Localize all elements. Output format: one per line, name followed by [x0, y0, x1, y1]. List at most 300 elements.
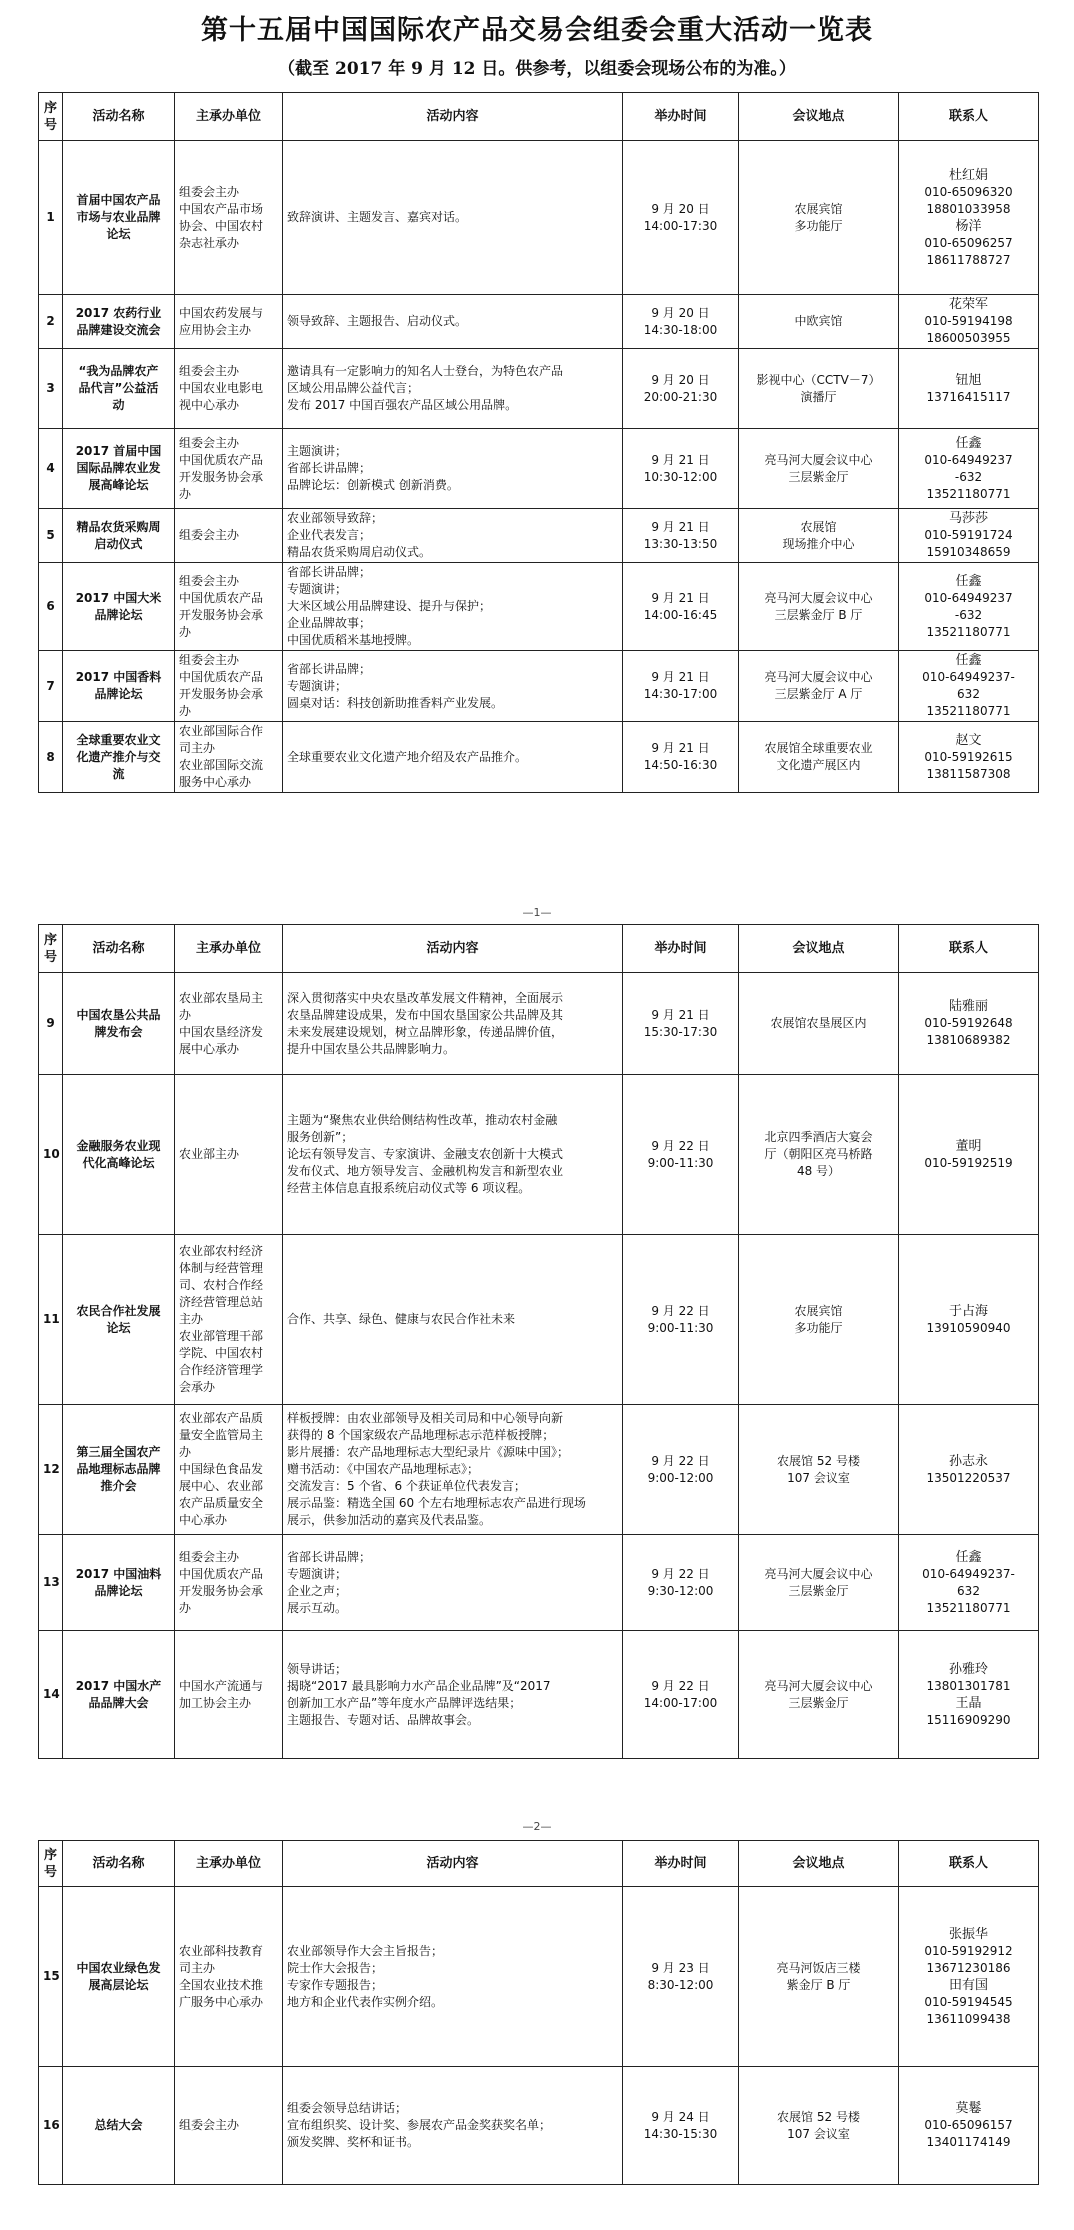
activity-content — [283, 509, 623, 563]
document-title: 第十五届中国国际农产品交易会组委会重大活动一览表 — [201, 15, 873, 46]
text-line: 中国农垦经济发 — [179, 1024, 264, 1039]
text-line: 农业部主办 — [179, 1147, 240, 1161]
text-line: 论坛 — [106, 227, 131, 241]
text-line: 9 月 22 日 — [651, 1303, 710, 1318]
organizer — [175, 1887, 283, 2067]
text-line: 专家作专题报告； — [287, 1977, 384, 1992]
text-line: 9 月 20 日 — [651, 372, 710, 387]
text-line: 2017 中国香料 — [75, 670, 162, 684]
activity-name — [63, 1405, 175, 1535]
row-number: 2 — [39, 295, 63, 349]
text-line: 省部长讲品牌； — [287, 661, 372, 676]
text-line: 组委会主办 — [179, 2118, 240, 2132]
text-line: 品牌论坛 — [94, 687, 143, 701]
column-header-event-time: 举办时间 — [623, 1841, 739, 1887]
text-line: 9 月 21 日 — [651, 670, 710, 684]
text-line: 开发服务协会承 — [179, 469, 264, 484]
text-line: 15910348659 — [926, 545, 1011, 559]
text-line: 服务创新”； — [287, 1130, 354, 1144]
text-line: 13501220537 — [926, 1470, 1011, 1485]
text-line: 010-64949237- — [922, 670, 1015, 684]
venue — [739, 141, 899, 295]
row-number: 7 — [39, 651, 63, 722]
text-line: 010-65096257 — [924, 235, 1013, 250]
text-line: 9 月 21 日 — [651, 519, 710, 534]
text-line: 14:50-16:30 — [643, 758, 718, 772]
text-line: 8:30-12:00 — [647, 1977, 714, 1992]
text-line: 中国农药发展与 — [179, 305, 264, 320]
text-line: 协会、中国农村 — [179, 218, 264, 233]
text-line: 开发服务协会承 — [179, 687, 264, 701]
activity-content — [283, 973, 623, 1075]
text-line: 农展馆 — [800, 519, 837, 534]
activity-content — [283, 429, 623, 509]
event-time — [623, 2067, 739, 2185]
text-line: 中欧宾馆 — [794, 314, 843, 328]
text-line: 论坛 — [106, 1320, 131, 1335]
text-line: 010-59192648 — [924, 1016, 1013, 1030]
contact — [899, 1535, 1039, 1631]
organizer — [175, 722, 283, 793]
text-line: 司、农村合作经 — [179, 1278, 264, 1292]
activity-name — [63, 509, 175, 563]
text-line: 010-59192519 — [924, 1155, 1013, 1170]
text-line: 农垦品牌建设成果，发布中国农垦国家公共品牌及其 — [287, 1007, 564, 1022]
row-number: 11 — [39, 1235, 63, 1405]
text-line: 农业部科技教育 — [179, 1943, 264, 1958]
text-line: 视中心承办 — [179, 398, 240, 412]
text-line: 2017 中国大米 — [75, 590, 162, 605]
text-line: 于占海 — [948, 1303, 988, 1319]
event-time — [623, 1075, 739, 1235]
text-line: 9 月 24 日 — [651, 2109, 710, 2124]
text-line: 三层紫金厅 — [788, 1695, 849, 1710]
text-line: 13611099438 — [926, 2011, 1011, 2026]
text-line: 三层紫金厅 B 厅 — [774, 607, 863, 622]
text-line: 办 — [179, 1007, 192, 1022]
table-row — [39, 973, 1039, 1075]
column-header-activity-content: 活动内容 — [283, 925, 623, 973]
activity-content — [283, 1405, 623, 1535]
text-line: 9:00-12:00 — [647, 1470, 714, 1485]
text-line: 发布仪式、地方领导发言、金融机构发言和新型农业 — [287, 1164, 564, 1178]
text-line: 组委会主办 — [179, 1549, 240, 1564]
table-row — [39, 1235, 1039, 1405]
header-row — [39, 1841, 1039, 1887]
text-line: 王晶 — [955, 1695, 982, 1711]
text-line: 农业部管理干部 — [179, 1329, 264, 1343]
text-line: 企业之声； — [287, 1583, 348, 1598]
activity-name — [63, 2067, 175, 2185]
text-line: -632 — [954, 469, 983, 484]
header-row — [39, 925, 1039, 973]
text-line: 主题演讲； — [287, 444, 348, 458]
column-header-event-time: 举办时间 — [623, 925, 739, 973]
text-line: 动 — [112, 398, 125, 412]
venue — [739, 1405, 899, 1535]
text-line: 9 月 21 日 — [651, 590, 710, 605]
text-line: 开发服务协会承 — [179, 1583, 264, 1598]
table-row — [39, 509, 1039, 563]
organizer — [175, 1535, 283, 1631]
text-line: 18801033958 — [926, 201, 1011, 216]
contact — [899, 1631, 1039, 1759]
activity-name — [63, 1631, 175, 1759]
organizer — [175, 141, 283, 295]
text-line: 9 月 20 日 — [651, 201, 710, 216]
column-header-activity-name: 活动名称 — [63, 93, 175, 141]
text-line: 展示互动。 — [287, 1600, 348, 1615]
text-line: 亮马河大厦会议中心 — [764, 590, 873, 605]
text-line: 632 — [957, 1583, 980, 1598]
text-line: 632 — [957, 687, 980, 701]
text-line: 品牌建设交流会 — [76, 322, 161, 337]
text-line: 品牌论坛 — [94, 607, 143, 622]
column-header-contact: 联系人 — [899, 1841, 1039, 1887]
venue — [739, 1887, 899, 2067]
text-line: 10:30-12:00 — [643, 469, 718, 484]
row-number: 14 — [39, 1631, 63, 1759]
text-line: 9 月 23 日 — [651, 1960, 710, 1975]
column-header-activity-content: 活动内容 — [283, 1841, 623, 1887]
text-line: 13401174149 — [926, 2135, 1011, 2149]
column-header-row-number: 序号 — [39, 925, 63, 973]
text-line: 中国农产品市场 — [179, 201, 264, 216]
text-line: 2017 中国水产 — [75, 1678, 162, 1693]
text-line: 北京四季酒店大宴会 — [764, 1130, 873, 1144]
text-line: 农展馆全球重要农业 — [764, 741, 873, 755]
text-line: 展中心、农业部 — [179, 1479, 264, 1493]
activity-content — [283, 1887, 623, 2067]
activity-name — [63, 651, 175, 722]
text-line: 全球重要农业文化遗产地介绍及农产品推介。 — [287, 749, 528, 764]
text-line: 应用协会主办 — [179, 322, 252, 337]
text-line: 组委会主办 — [179, 653, 240, 667]
text-line: 15:30-17:30 — [643, 1024, 718, 1039]
text-line: 省部长讲品牌； — [287, 565, 372, 579]
text-line: 13801301781 — [926, 1678, 1011, 1693]
text-line: 多功能厅 — [794, 218, 843, 233]
text-line: 010-65096320 — [924, 184, 1013, 199]
text-line: 总结大会 — [94, 2118, 143, 2132]
text-line: 杂志社承办 — [179, 235, 240, 250]
text-line: 交流发言：5 个省、6 个获证单位代表发言； — [287, 1479, 526, 1493]
text-line: 中国优质农产品 — [179, 670, 264, 684]
contact — [899, 973, 1039, 1075]
text-line: 代化高峰论坛 — [82, 1155, 155, 1170]
text-line: 推介会 — [100, 1479, 137, 1493]
venue — [739, 509, 899, 563]
header-row — [39, 93, 1039, 141]
text-line: 企业品牌故事； — [287, 616, 372, 630]
text-line: 牌发布会 — [94, 1024, 143, 1039]
text-line: 9 月 22 日 — [651, 1453, 710, 1468]
column-header-venue: 会议地点 — [739, 1841, 899, 1887]
text-line: 13521180771 — [926, 486, 1011, 501]
text-line: 紫金厅 B 厅 — [786, 1977, 851, 1992]
row-number: 10 — [39, 1075, 63, 1235]
column-header-activity-name: 活动名称 — [63, 925, 175, 973]
text-line: 文化遗产展区内 — [776, 758, 861, 772]
text-line: 厅（朝阳区亮马桥路 — [764, 1147, 873, 1161]
column-header-activity-name: 活动名称 — [63, 1841, 175, 1887]
activity-name — [63, 722, 175, 793]
activity-content — [283, 349, 623, 429]
text-line: 量安全监管局主 — [179, 1428, 264, 1442]
activity-content — [283, 722, 623, 793]
text-line: 司主办 — [179, 1960, 216, 1975]
text-line: 任鑫 — [955, 1549, 982, 1565]
activity-name — [63, 1887, 175, 2067]
text-line: 孙雅玲 — [948, 1661, 988, 1677]
row-number: 6 — [39, 563, 63, 651]
text-line: 农展宾馆 — [794, 1303, 843, 1318]
activity-name — [63, 973, 175, 1075]
text-line: 流 — [112, 766, 125, 781]
text-line: 未来发展建设规划，树立品牌形象，传递品牌价值， — [287, 1024, 564, 1039]
text-line: 发布 2017 中国百强农产品区域公用品牌。 — [287, 398, 518, 412]
column-header-contact: 联系人 — [899, 93, 1039, 141]
text-line: 体制与经营管理 — [179, 1261, 264, 1275]
text-line: 中国优质农产品 — [179, 452, 264, 467]
text-line: 全国农业技术推 — [179, 1977, 264, 1992]
activity-name — [63, 563, 175, 651]
text-line: 9 月 22 日 — [651, 1138, 710, 1153]
text-line: 杨洋 — [955, 218, 982, 234]
text-line: 农产品质量安全 — [179, 1496, 264, 1510]
text-line: 品牌论坛：创新模式 创新消费。 — [287, 478, 459, 492]
text-line: 主题为“聚焦农业供给侧结构性改革，推动农村金融 — [287, 1113, 558, 1127]
text-line: 9 月 21 日 — [651, 741, 710, 755]
text-line: 010-59192615 — [924, 749, 1013, 764]
row-number: 3 — [39, 349, 63, 429]
activity-content — [283, 1631, 623, 1759]
venue — [739, 1075, 899, 1235]
text-line: 14:00-17:00 — [643, 1695, 718, 1710]
column-header-organizer: 主承办单位 — [175, 925, 283, 973]
text-line: 专题演讲； — [287, 678, 348, 693]
text-line: 中心承办 — [179, 1513, 228, 1527]
text-line: 农展馆 52 号楼 — [777, 1453, 860, 1468]
text-line: 48 号） — [796, 1164, 841, 1178]
text-line: 深入贯彻落实中央农垦改革发展文件精神，全面展示 — [287, 990, 564, 1005]
schedule-table-page-3 — [38, 1840, 1039, 2185]
text-line: 主办 — [179, 1312, 204, 1326]
text-line: 品代言”公益活 — [78, 381, 159, 395]
venue — [739, 651, 899, 722]
contact — [899, 1887, 1039, 2067]
text-line: 农业部农垦局主 — [179, 990, 264, 1005]
organizer — [175, 1405, 283, 1535]
text-line: 亮马河饭店三楼 — [776, 1960, 861, 1975]
activity-content — [283, 651, 623, 722]
text-line: 精品农货采购周启动仪式。 — [287, 545, 432, 559]
text-line: 9:30-12:00 — [647, 1583, 714, 1598]
activity-name — [63, 141, 175, 295]
text-line: 莫鬈 — [955, 2101, 982, 2116]
text-line: 9 月 22 日 — [651, 1678, 710, 1693]
organizer — [175, 295, 283, 349]
table-row — [39, 563, 1039, 651]
organizer — [175, 509, 283, 563]
text-line: 司主办 — [179, 741, 216, 755]
contact — [899, 141, 1039, 295]
column-header-venue: 会议地点 — [739, 925, 899, 973]
text-line: 组委会主办 — [179, 528, 240, 542]
table-row — [39, 1535, 1039, 1631]
text-line: 宣布组织奖、设计奖、参展农产品金奖获奖名单； — [287, 2118, 552, 2132]
column-header-row-number: 序号 — [39, 1841, 63, 1887]
text-line: 14:30-15:30 — [643, 2126, 718, 2141]
text-line: 邀请具有一定影响力的知名人士登台，为特色农产品 — [287, 364, 564, 378]
event-time — [623, 651, 739, 722]
text-line: 颁发奖牌、奖杯和证书。 — [287, 2135, 420, 2149]
activity-content — [283, 141, 623, 295]
contact — [899, 1405, 1039, 1535]
text-line: 董明 — [955, 1138, 982, 1154]
row-number: 5 — [39, 509, 63, 563]
text-line: 精品农货采购周 — [76, 519, 161, 534]
text-line: 展示品鉴：精选全国 60 个左右地理标志农产品进行现场 — [287, 1496, 586, 1510]
venue — [739, 1535, 899, 1631]
text-line: 组委会领导总结讲话； — [287, 2101, 408, 2115]
text-line: 9:00-11:30 — [647, 1155, 714, 1170]
text-line: 影片展播：农产品地理标志大型纪录片《源味中国》； — [287, 1445, 570, 1459]
row-number: 13 — [39, 1535, 63, 1631]
text-line: 品牌论坛 — [94, 1583, 143, 1598]
text-line: 中国水产流通与 — [179, 1678, 264, 1693]
text-line: 大米区域公用品牌建设、提升与保护； — [287, 599, 492, 613]
text-line: 品地理标志品牌 — [76, 1462, 161, 1476]
text-line: 办 — [179, 704, 192, 718]
event-time — [623, 1887, 739, 2067]
organizer — [175, 973, 283, 1075]
text-line: 农展宾馆 — [794, 201, 843, 216]
text-line: 创新加工水产品”等年度水产品牌评选结果； — [287, 1695, 522, 1710]
venue — [739, 2067, 899, 2185]
text-line: 会承办 — [179, 1380, 216, 1394]
schedule-table-page-2 — [38, 924, 1039, 1759]
venue — [739, 295, 899, 349]
text-line: 中国优质农产品 — [179, 590, 264, 605]
text-line: 农民合作社发展 — [76, 1303, 161, 1318]
text-line: 领导致辞、主题报告、启动仪式。 — [287, 314, 468, 328]
venue — [739, 1631, 899, 1759]
text-line: 圆桌对话：科技创新助推香料产业发展。 — [287, 695, 504, 710]
text-line: 多功能厅 — [794, 1320, 843, 1335]
page-number: —1— — [522, 906, 552, 919]
text-line: 三层紫金厅 — [788, 469, 849, 484]
text-line: “我为品牌农产 — [78, 364, 159, 378]
contact — [899, 429, 1039, 509]
activity-name — [63, 1535, 175, 1631]
text-line: 15116909290 — [926, 1712, 1011, 1727]
text-line: 经营主体信息直报系统启动仪式等 6 项议程。 — [287, 1181, 531, 1195]
text-line: 010-59192912 — [924, 1943, 1013, 1958]
row-number: 9 — [39, 973, 63, 1075]
row-number: 12 — [39, 1405, 63, 1535]
event-time — [623, 1235, 739, 1405]
text-line: 农业部农产品质 — [179, 1411, 264, 1425]
text-line: 2017 首届中国 — [75, 444, 162, 458]
table-row — [39, 141, 1039, 295]
organizer — [175, 1075, 283, 1235]
text-line: 合作经济管理学 — [179, 1363, 264, 1377]
table-row — [39, 2067, 1039, 2185]
text-line: 致辞演讲、主题发言、嘉宾对话。 — [287, 210, 468, 224]
text-line: 论坛有领导发言、专家演讲、金融支农创新十大模式 — [287, 1147, 564, 1161]
text-line: 亮马河大厦会议中心 — [764, 1566, 873, 1581]
activity-name — [63, 1075, 175, 1235]
activity-content — [283, 295, 623, 349]
activity-name — [63, 429, 175, 509]
organizer — [175, 1631, 283, 1759]
text-line: 13910590940 — [926, 1320, 1011, 1335]
contact — [899, 722, 1039, 793]
event-time — [623, 349, 739, 429]
table-row — [39, 1405, 1039, 1535]
organizer — [175, 1235, 283, 1405]
text-line: 展中心承办 — [179, 1041, 240, 1056]
contact — [899, 1235, 1039, 1405]
event-time — [623, 722, 739, 793]
activity-name — [63, 349, 175, 429]
column-header-organizer: 主承办单位 — [175, 93, 283, 141]
row-number: 4 — [39, 429, 63, 509]
text-line: 010-59194545 — [924, 1994, 1013, 2009]
text-line: 亮马河大厦会议中心 — [764, 670, 873, 684]
row-number: 8 — [39, 722, 63, 793]
contact — [899, 2067, 1039, 2185]
text-line: 13671230186 — [926, 1960, 1011, 1975]
table-row — [39, 651, 1039, 722]
text-line: 任鑫 — [955, 573, 982, 589]
event-time — [623, 509, 739, 563]
event-time — [623, 141, 739, 295]
organizer — [175, 2067, 283, 2185]
text-line: 赠书活动：《中国农产品地理标志》； — [287, 1462, 480, 1476]
contact — [899, 1075, 1039, 1235]
event-time — [623, 973, 739, 1075]
text-line: 展高峰论坛 — [88, 478, 149, 492]
text-line: 办 — [179, 486, 192, 501]
text-line: 地方和企业代表作实例介绍。 — [287, 1994, 444, 2009]
text-line: 金融服务农业现 — [76, 1138, 161, 1153]
text-line: 品品牌大会 — [88, 1695, 149, 1710]
table-row — [39, 1887, 1039, 2067]
text-line: 010-64949237 — [924, 452, 1013, 467]
text-line: 农展馆 52 号楼 — [777, 2109, 860, 2124]
text-line: 院士作大会报告； — [287, 1960, 384, 1975]
text-line: 任鑫 — [955, 653, 982, 668]
schedule-table-page-1 — [38, 92, 1039, 793]
column-header-contact: 联系人 — [899, 925, 1039, 973]
organizer — [175, 349, 283, 429]
text-line: 提升中国农垦公共品牌影响力。 — [287, 1041, 456, 1056]
text-line: 三层紫金厅 — [788, 1583, 849, 1598]
text-line: 农业部国际合作 — [179, 724, 264, 738]
text-line: 组委会主办 — [179, 435, 240, 450]
text-line: 中国农业绿色发 — [76, 1960, 161, 1975]
activity-name — [63, 295, 175, 349]
text-line: 中国农垦公共品 — [76, 1007, 161, 1022]
document-subtitle: （截至 2017 年 9 月 12 日。供参考，以组委会现场公布的为准。） — [278, 59, 796, 79]
venue — [739, 1235, 899, 1405]
text-line: 13521180771 — [926, 624, 1011, 639]
text-line: 展示，供参加活动的嘉宾及代表品鉴。 — [287, 1513, 492, 1527]
event-time — [623, 1631, 739, 1759]
text-line: 省部长讲品牌； — [287, 461, 372, 475]
